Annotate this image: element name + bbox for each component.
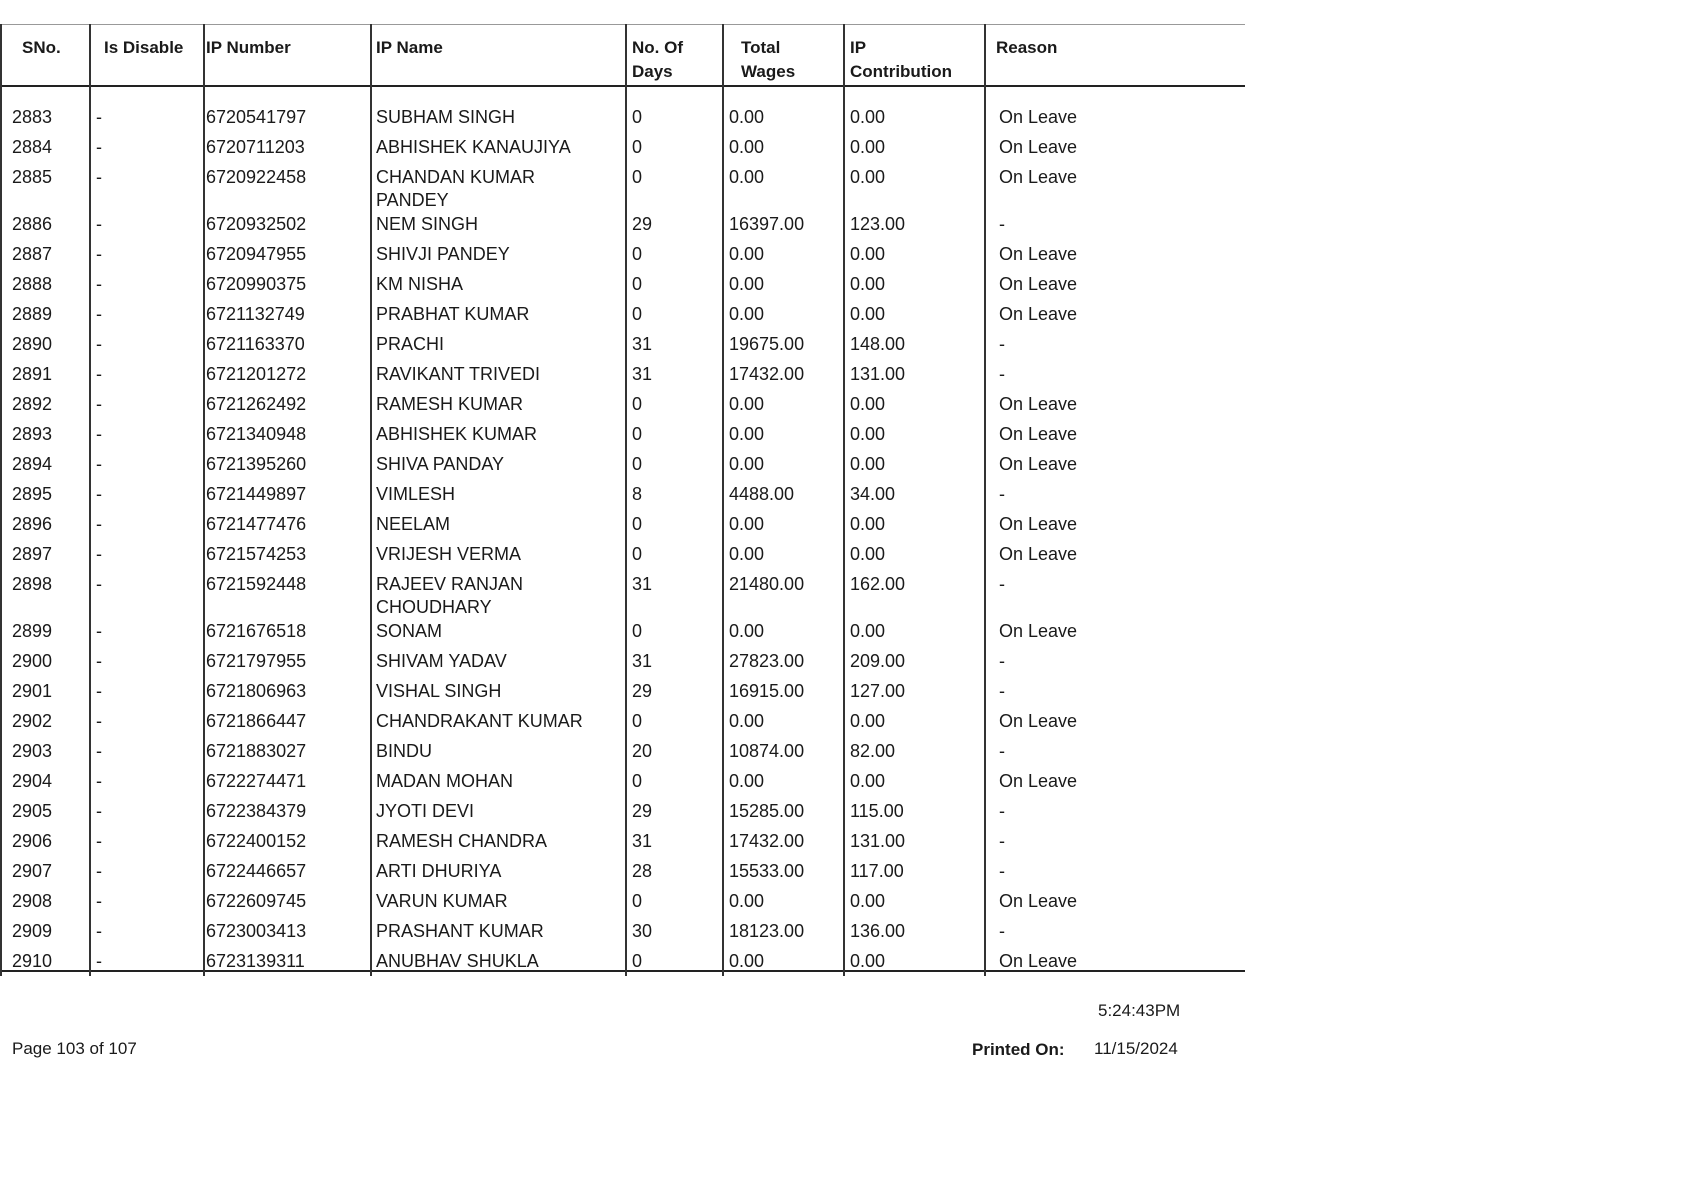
cell-ip-name [376,213,626,236]
cell-is-disable: - [96,214,102,234]
cell-sno: 2904 [12,771,53,791]
cell-is-disable: - [96,274,102,294]
cell-ip-name [376,740,626,763]
cell-ip-name [376,106,626,129]
column-divider [370,24,372,976]
page-number: Page 103 of 107 [12,1039,137,1058]
cell-total-wages: 0.00 [729,244,765,264]
header-total-wages-line2: Wages [741,62,796,81]
header-ip-contribution-line1: IP [850,38,867,57]
cell-ip-number: 6720990375 [206,274,307,294]
cell-ip-name-line1: PRACHI [376,334,445,354]
cell-ip-name-line1: NEELAM [376,514,451,534]
cell-ip-name [376,303,626,326]
cell-sno: 2903 [12,741,53,761]
cell-total-wages: 0.00 [729,711,765,731]
cell-reason: On Leave [999,167,1078,187]
cell-ip-number: 6721449897 [206,484,307,504]
cell-reason: - [999,831,1005,851]
cell-sno: 2885 [12,167,53,187]
cell-ip-number: 6722609745 [206,891,307,911]
cell-ip-contribution: 0.00 [850,304,886,324]
header-ip-number: IP Number [206,38,291,57]
cell-reason: On Leave [999,137,1078,157]
cell-reason: On Leave [999,544,1078,564]
cell-is-disable: - [96,514,102,534]
cell-ip-number: 6721132749 [206,304,305,324]
cell-ip-name-line1: JYOTI DEVI [376,801,475,821]
cell-ip-name-line1: CHANDRAKANT KUMAR [376,711,583,731]
cell-no-of-days: 0 [632,167,643,187]
table-top-border [0,24,1245,25]
cell-sno: 2883 [12,107,53,127]
cell-ip-name-line1: VIMLESH [376,484,456,504]
cell-is-disable: - [96,167,102,187]
cell-ip-contribution: 0.00 [850,711,886,731]
cell-ip-number: 6721592448 [206,574,307,594]
cell-total-wages: 0.00 [729,304,765,324]
cell-reason: - [999,334,1005,354]
cell-no-of-days: 28 [632,861,653,881]
cell-ip-name [376,243,626,266]
column-divider [89,24,91,976]
cell-total-wages: 17432.00 [729,364,805,384]
cell-no-of-days: 0 [632,244,643,264]
cell-sno: 2909 [12,921,53,941]
cell-ip-name [376,543,626,566]
cell-ip-number: 6722400152 [206,831,307,851]
cell-reason: On Leave [999,514,1078,534]
cell-no-of-days: 0 [632,891,643,911]
cell-ip-contribution: 136.00 [850,921,906,941]
cell-ip-name-line1: RAVIKANT TRIVEDI [376,364,541,384]
cell-ip-number: 6721574253 [206,544,307,564]
cell-no-of-days: 0 [632,107,643,127]
cell-total-wages: 0.00 [729,621,765,641]
cell-ip-name-line1: VRIJESH VERMA [376,544,522,564]
cell-no-of-days: 0 [632,454,643,474]
cell-is-disable: - [96,771,102,791]
cell-is-disable: - [96,861,102,881]
cell-ip-number: 6720947955 [206,244,307,264]
cell-sno: 2889 [12,304,53,324]
cell-sno: 2891 [12,364,53,384]
cell-ip-contribution: 82.00 [850,741,896,761]
print-time: 5:24:43PM [1098,1001,1181,1020]
cell-is-disable: - [96,137,102,157]
cell-ip-name-line1: CHANDAN KUMAR [376,167,536,187]
cell-ip-name-line1: RAMESH KUMAR [376,394,524,414]
cell-sno: 2901 [12,681,53,701]
header-no-of-days [632,36,683,84]
cell-ip-contribution: 131.00 [850,364,906,384]
cell-ip-contribution: 0.00 [850,137,886,157]
cell-total-wages: 16915.00 [729,681,805,701]
cell-ip-contribution: 131.00 [850,831,906,851]
cell-ip-name [376,393,626,416]
cell-sno: 2892 [12,394,53,414]
cell-ip-name-line1: RAJEEV RANJAN [376,574,524,594]
cell-is-disable: - [96,951,102,971]
cell-ip-name-line1: ABHISHEK KANAUJIYA [376,137,571,157]
cell-ip-name [376,483,626,506]
cell-ip-number: 6722274471 [206,771,307,791]
cell-reason: - [999,861,1005,881]
cell-is-disable: - [96,651,102,671]
header-reason: Reason [996,38,1058,57]
cell-ip-name [376,950,626,973]
cell-ip-contribution: 0.00 [850,424,886,444]
printed-on-date: 11/15/2024 [1094,1039,1178,1058]
cell-sno: 2894 [12,454,53,474]
cell-no-of-days: 31 [632,831,653,851]
cell-is-disable: - [96,681,102,701]
cell-ip-name-line2: PANDEY [376,190,449,210]
cell-reason: On Leave [999,424,1078,444]
cell-reason: On Leave [999,711,1078,731]
cell-no-of-days: 0 [632,274,643,294]
cell-no-of-days: 30 [632,921,653,941]
cell-sno: 2888 [12,274,53,294]
cell-ip-number: 6720711203 [206,137,305,157]
cell-total-wages: 16397.00 [729,214,805,234]
cell-ip-number: 6721262492 [206,394,307,414]
cell-total-wages: 15285.00 [729,801,805,821]
cell-ip-name [376,710,626,733]
column-divider [843,24,845,976]
cell-total-wages: 17432.00 [729,831,805,851]
cell-no-of-days: 31 [632,364,653,384]
cell-no-of-days: 31 [632,651,653,671]
cell-ip-number: 6723139311 [206,951,305,971]
cell-ip-name-line1: SUBHAM SINGH [376,107,516,127]
cell-ip-name [376,453,626,476]
cell-ip-number: 6721477476 [206,514,307,534]
cell-ip-contribution: 0.00 [850,771,886,791]
cell-no-of-days: 0 [632,951,643,971]
cell-is-disable: - [96,801,102,821]
cell-ip-name-line2: CHOUDHARY [376,597,492,617]
cell-no-of-days: 0 [632,304,643,324]
cell-total-wages: 0.00 [729,514,765,534]
cell-ip-name-line1: RAMESH CHANDRA [376,831,548,851]
cell-total-wages: 0.00 [729,137,765,157]
cell-no-of-days: 8 [632,484,643,504]
cell-ip-number: 6721676518 [206,621,307,641]
cell-ip-contribution: 0.00 [850,274,886,294]
cell-ip-number: 6720932502 [206,214,307,234]
cell-total-wages: 18123.00 [729,921,805,941]
cell-ip-contribution: 209.00 [850,651,906,671]
column-divider [0,24,2,976]
cell-ip-contribution: 34.00 [850,484,896,504]
cell-sno: 2887 [12,244,53,264]
cell-sno: 2906 [12,831,53,851]
cell-sno: 2884 [12,137,53,157]
cell-reason: On Leave [999,771,1078,791]
cell-ip-name-line1: MADAN MOHAN [376,771,514,791]
cell-sno: 2902 [12,711,53,731]
cell-is-disable: - [96,574,102,594]
cell-no-of-days: 0 [632,394,643,414]
cell-sno: 2893 [12,424,53,444]
column-divider [203,24,205,976]
cell-ip-contribution: 0.00 [850,394,886,414]
cell-ip-contribution: 115.00 [850,801,904,821]
cell-reason: On Leave [999,891,1078,911]
cell-reason: - [999,801,1005,821]
cell-no-of-days: 0 [632,621,643,641]
cell-total-wages: 0.00 [729,454,765,474]
cell-no-of-days: 31 [632,334,653,354]
header-ip-contribution-line2: Contribution [850,62,952,81]
cell-no-of-days: 31 [632,574,653,594]
cell-reason: On Leave [999,454,1078,474]
cell-ip-name [376,860,626,883]
cell-total-wages: 0.00 [729,107,765,127]
cell-total-wages: 21480.00 [729,574,805,594]
cell-sno: 2910 [12,951,53,971]
cell-ip-name-line1: SONAM [376,621,443,641]
cell-no-of-days: 29 [632,681,653,701]
cell-ip-name [376,920,626,943]
cell-ip-contribution: 0.00 [850,244,886,264]
cell-ip-name-line1: SHIVJI PANDEY [376,244,510,264]
cell-ip-contribution: 127.00 [850,681,906,701]
cell-reason: On Leave [999,274,1078,294]
cell-ip-name [376,650,626,673]
cell-reason: On Leave [999,107,1078,127]
header-total-wages [741,36,795,84]
cell-total-wages: 0.00 [729,951,765,971]
cell-ip-name [376,770,626,793]
header-no-of-days-line1: No. Of [632,38,683,57]
cell-is-disable: - [96,711,102,731]
cell-ip-name-line1: ANUBHAV SHUKLA [376,951,539,971]
header-no-of-days-line2: Days [632,62,673,81]
cell-ip-name-line1: KM NISHA [376,274,464,294]
cell-is-disable: - [96,741,102,761]
cell-ip-name [376,830,626,853]
cell-sno: 2908 [12,891,53,911]
cell-ip-contribution: 0.00 [850,951,886,971]
cell-sno: 2897 [12,544,53,564]
cell-is-disable: - [96,244,102,264]
cell-ip-name [376,890,626,913]
cell-ip-name-line1: NEM SINGH [376,214,479,234]
cell-is-disable: - [96,891,102,911]
cell-is-disable: - [96,621,102,641]
cell-ip-number: 6721163370 [206,334,305,354]
cell-reason: - [999,574,1005,594]
header-ip-contribution [850,36,952,84]
cell-total-wages: 0.00 [729,274,765,294]
cell-ip-contribution: 0.00 [850,621,886,641]
cell-no-of-days: 0 [632,544,643,564]
cell-total-wages: 0.00 [729,771,765,791]
cell-is-disable: - [96,334,102,354]
cell-sno: 2898 [12,574,53,594]
cell-reason: On Leave [999,394,1078,414]
cell-ip-number: 6722384379 [206,801,307,821]
cell-is-disable: - [96,304,102,324]
cell-reason: On Leave [999,244,1078,264]
cell-is-disable: - [96,484,102,504]
cell-is-disable: - [96,831,102,851]
cell-ip-name [376,680,626,703]
cell-total-wages: 0.00 [729,544,765,564]
cell-is-disable: - [96,921,102,941]
cell-is-disable: - [96,454,102,474]
cell-ip-number: 6722446657 [206,861,307,881]
cell-ip-contribution: 0.00 [850,891,886,911]
cell-is-disable: - [96,424,102,444]
cell-total-wages: 4488.00 [729,484,795,504]
cell-ip-contribution: 0.00 [850,544,886,564]
header-is-disable: Is Disable [104,38,184,57]
cell-ip-number: 6721201272 [206,364,307,384]
cell-no-of-days: 29 [632,801,653,821]
cell-total-wages: 0.00 [729,424,765,444]
cell-ip-name-line1: SHIVAM YADAV [376,651,507,671]
cell-no-of-days: 20 [632,741,653,761]
cell-total-wages: 0.00 [729,167,765,187]
cell-ip-name-line1: PRABHAT KUMAR [376,304,530,324]
cell-ip-name [376,273,626,296]
header-total-wages-line1: Total [741,38,781,57]
cell-total-wages: 0.00 [729,891,765,911]
cell-ip-name-line1: SHIVA PANDAY [376,454,505,474]
cell-ip-name [376,423,626,446]
cell-ip-number: 6720541797 [206,107,307,127]
cell-total-wages: 27823.00 [729,651,805,671]
header-sno: SNo. [22,38,61,57]
cell-no-of-days: 0 [632,711,643,731]
cell-ip-name [376,333,626,356]
cell-ip-name-line1: BINDU [376,741,433,761]
cell-ip-number: 6721806963 [206,681,307,701]
cell-ip-name-line1: VARUN KUMAR [376,891,508,911]
cell-sno: 2886 [12,214,53,234]
cell-total-wages: 15533.00 [729,861,805,881]
cell-ip-name-line1: PRASHANT KUMAR [376,921,544,941]
cell-ip-contribution: 117.00 [850,861,904,881]
printed-on-label: Printed On: [972,1040,1065,1059]
cell-no-of-days: 0 [632,514,643,534]
cell-is-disable: - [96,544,102,564]
cell-ip-number: 6721866447 [206,711,307,731]
cell-ip-number: 6723003413 [206,921,307,941]
cell-sno: 2907 [12,861,53,881]
cell-ip-name-line1: ARTI DHURIYA [376,861,502,881]
cell-ip-contribution: 0.00 [850,454,886,474]
cell-ip-contribution: 0.00 [850,167,886,187]
cell-sno: 2899 [12,621,53,641]
cell-sno: 2896 [12,514,53,534]
cell-ip-number: 6721797955 [206,651,307,671]
cell-sno: 2890 [12,334,53,354]
cell-ip-contribution: 162.00 [850,574,906,594]
cell-is-disable: - [96,107,102,127]
cell-reason: - [999,741,1005,761]
column-divider [984,24,986,976]
cell-sno: 2905 [12,801,53,821]
cell-sno: 2895 [12,484,53,504]
cell-total-wages: 0.00 [729,394,765,414]
cell-reason: On Leave [999,304,1078,324]
cell-ip-name [376,136,626,159]
cell-ip-contribution: 123.00 [850,214,906,234]
cell-reason: - [999,681,1005,701]
cell-reason: - [999,921,1005,941]
cell-no-of-days: 0 [632,424,643,444]
cell-no-of-days: 0 [632,137,643,157]
cell-ip-contribution: 0.00 [850,514,886,534]
cell-ip-number: 6721340948 [206,424,307,444]
cell-reason: - [999,214,1005,234]
cell-sno: 2900 [12,651,53,671]
cell-reason: - [999,651,1005,671]
cell-ip-contribution: 0.00 [850,107,886,127]
header-ip-name: IP Name [376,38,443,57]
cell-ip-name [376,620,626,643]
cell-is-disable: - [96,364,102,384]
cell-ip-name [376,573,626,619]
cell-no-of-days: 0 [632,771,643,791]
cell-ip-name-line1: VISHAL SINGH [376,681,502,701]
cell-total-wages: 10874.00 [729,741,805,761]
cell-no-of-days: 29 [632,214,653,234]
cell-ip-contribution: 148.00 [850,334,906,354]
cell-is-disable: - [96,394,102,414]
cell-ip-number: 6721395260 [206,454,307,474]
cell-ip-name [376,513,626,536]
cell-reason: - [999,484,1005,504]
header-divider [0,85,1245,87]
cell-ip-name [376,363,626,386]
cell-total-wages: 19675.00 [729,334,805,354]
cell-reason: - [999,364,1005,384]
cell-ip-name [376,800,626,823]
cell-reason: On Leave [999,621,1078,641]
cell-ip-number: 6721883027 [206,741,307,761]
cell-ip-name-line1: ABHISHEK KUMAR [376,424,538,444]
cell-reason: On Leave [999,951,1078,971]
cell-ip-name [376,166,626,212]
cell-ip-number: 6720922458 [206,167,307,187]
column-divider [722,24,724,976]
